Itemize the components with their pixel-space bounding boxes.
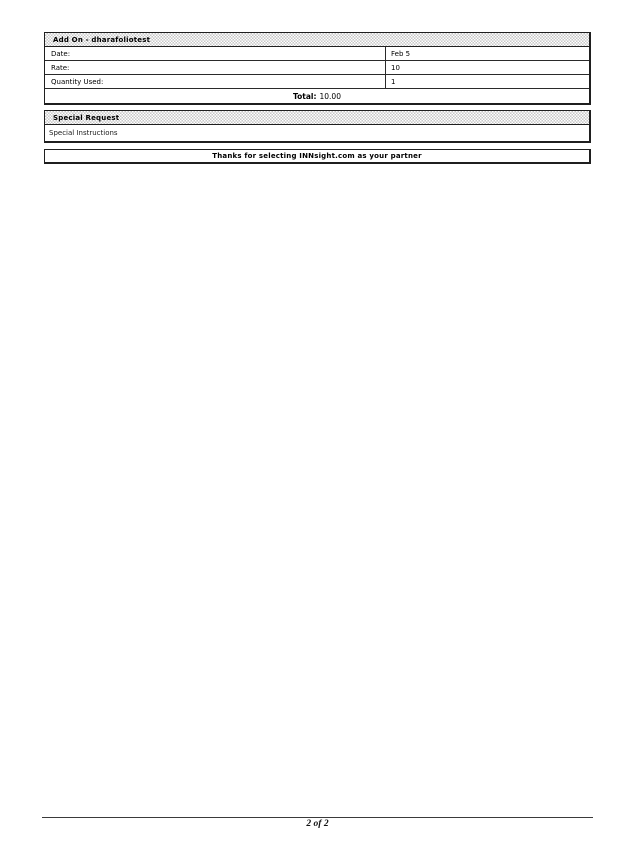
total-label: Total: <box>293 91 317 101</box>
table-row <box>45 47 589 61</box>
thanks-banner-text: Thanks for selecting INNsight.com as your partner <box>212 152 422 160</box>
addon-section-header <box>45 33 589 47</box>
addon-section-title: Add On - dharafoliotest <box>53 35 151 44</box>
total-row <box>45 89 589 103</box>
table-row <box>45 61 589 75</box>
row-label-date: Date: <box>45 47 386 60</box>
thanks-banner <box>44 149 591 164</box>
special-request-header <box>45 111 589 125</box>
page-number: 2 of 2 <box>306 819 329 829</box>
total-value: 10.00 <box>319 91 341 101</box>
footer-divider <box>42 817 593 818</box>
table-row <box>45 75 589 89</box>
row-value-rate: 10 <box>391 63 400 72</box>
special-request-title: Special Request <box>53 113 120 122</box>
row-value-quantity-used: 1 <box>391 77 396 86</box>
row-value-date: Feb 5 <box>391 49 411 58</box>
row-label-quantity-used: Quantity Used: <box>45 75 386 88</box>
row-label-rate: Rate: <box>45 61 386 74</box>
special-request-section <box>44 110 591 143</box>
addon-section <box>44 32 591 105</box>
special-instructions-text: Special Instructions <box>49 129 118 137</box>
